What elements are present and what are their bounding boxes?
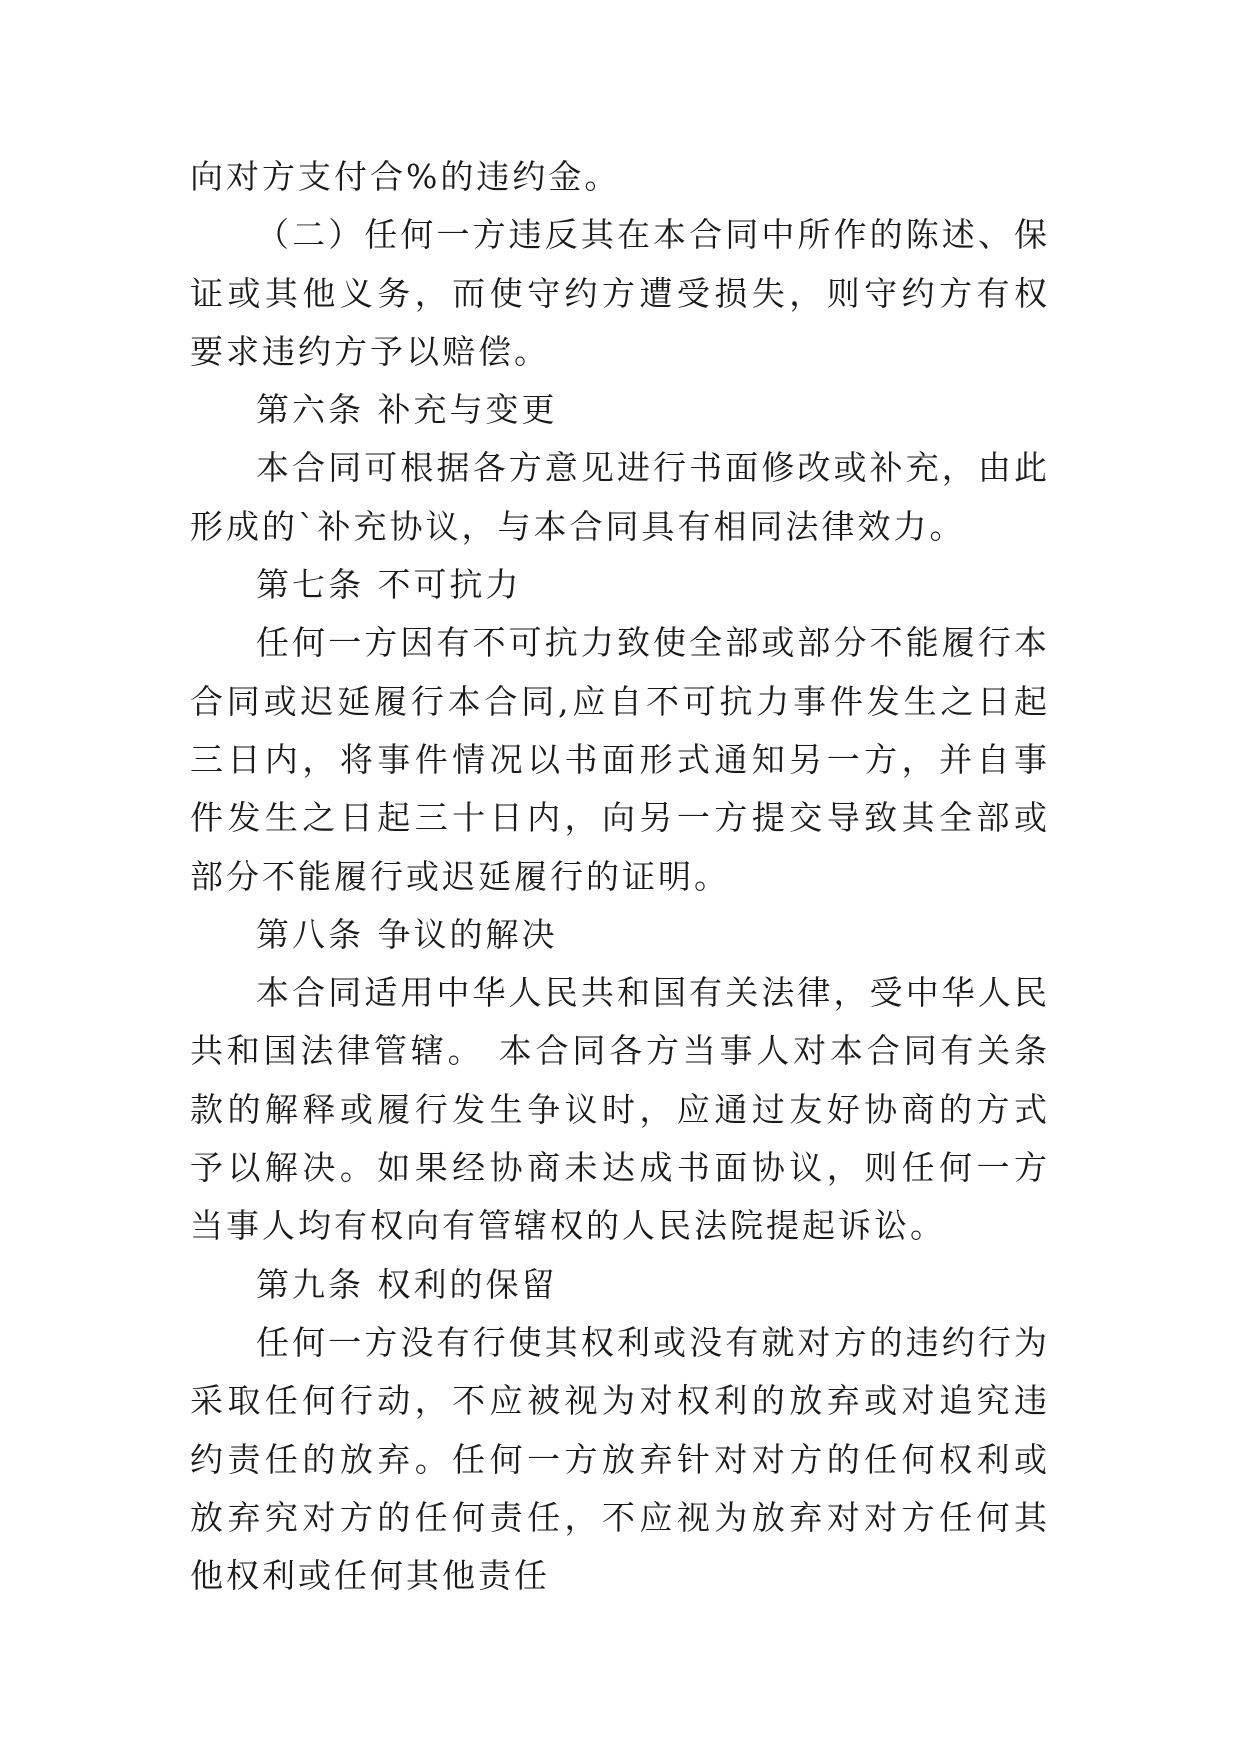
article-9-heading: 第九条 权利的保留 [256, 1264, 558, 1304]
article-6-heading: 第六条 补充与变更 [256, 390, 558, 430]
article-8-heading: 第八条 争议的解决 [256, 914, 558, 954]
document-body [190, 148, 1050, 1605]
paragraph-dispute-resolution: 本合同适用中华人民共和国有关法律，受中华人民共和国法律管辖。 本合同各方当事人对本合同有关条款的解释或履行发生争议时，应通过友好协商的方式予以解决。如果经协商未达成书面协议，则任何一方当事人均有权向有管辖权的人民法院提起诉讼。 [190, 973, 1050, 1246]
paragraph-amendment: 本合同可根据各方意见进行书面修改或补充，由此形成的`补充协议，与本合同具有相同法律效力。 [190, 448, 1050, 546]
paragraph-reservation-of-rights: 任何一方没有行使其权利或没有就对方的违约行为采取任何行动，不应被视为对权利的放弃或对追究违约责任的放弃。任何一方放弃针对对方的任何权利或放弃究对方的任何责任，不应视为放弃对对方任何其他权利或任何其他责任 [190, 1322, 1050, 1596]
article-7-heading: 第七条 不可抗力 [256, 565, 522, 605]
paragraph-breach-compensation: （二）任何一方违反其在本合同中所作的陈述、保证或其他义务，而使守约方遭受损失，则守约方有权要求违约方予以赔偿。 [190, 215, 1050, 371]
paragraph-penalty-continuation: 向对方支付合%的违约金。 [190, 157, 621, 196]
paragraph-force-majeure: 任何一方因有不可抗力致使全部或部分不能履行本合同或迟延履行本合同,应自不可抗力事件发生之日起三日内，将事件情况以书面形式通知另一方，并自事件发生之日起三十日内，向另一方提交导致其全部或部分不能履行或迟延履行的证明。 [190, 623, 1050, 896]
